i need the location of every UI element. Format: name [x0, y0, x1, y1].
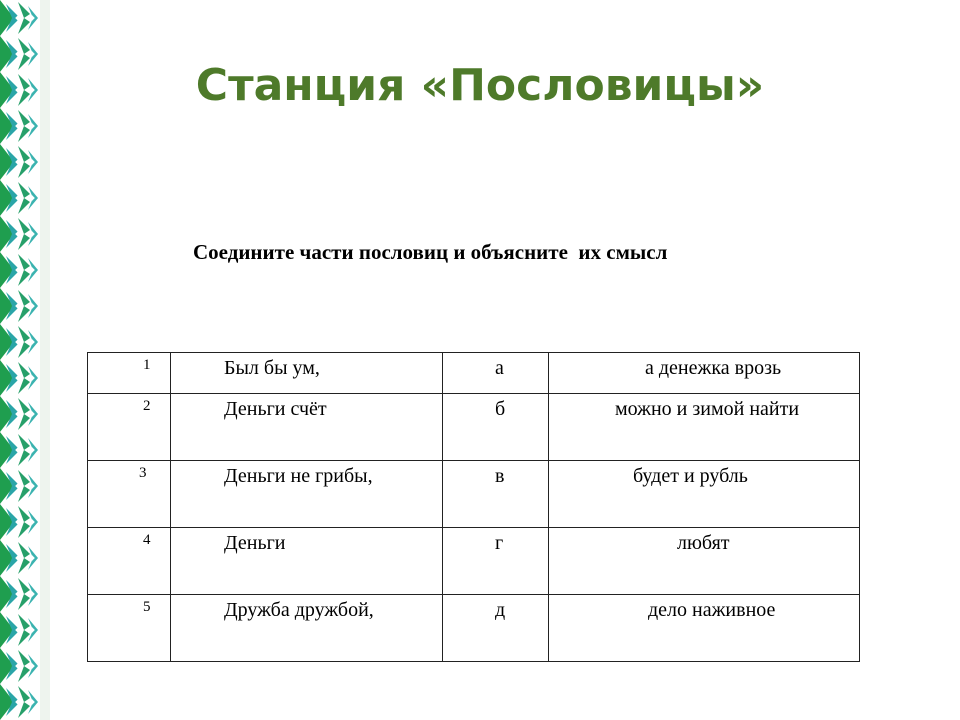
- row-number: 1: [143, 357, 151, 373]
- instruction-text: Соедините части пословиц и объясните их смысл: [193, 240, 668, 264]
- proverb-end: любят: [677, 532, 730, 554]
- row-number-cell: [88, 461, 171, 528]
- row-number-cell: [88, 394, 171, 461]
- ending-letter: а: [495, 357, 504, 379]
- proverbs-table: [87, 352, 860, 662]
- letter-cell: [443, 353, 549, 394]
- proverb-start: Деньги не грибы,: [224, 465, 373, 487]
- table-row: [88, 528, 860, 595]
- proverb-start-cell: [171, 461, 443, 528]
- ending-letter: д: [495, 599, 506, 621]
- row-number: 3: [139, 465, 147, 481]
- proverb-start-cell: [171, 528, 443, 595]
- ending-letter: в: [495, 465, 505, 487]
- proverb-end-cell: [549, 353, 860, 394]
- slide-title-text: Станция «Пословицы»: [195, 60, 765, 111]
- row-number: 4: [143, 532, 151, 548]
- table-row: [88, 595, 860, 662]
- proverb-end: а денежка врозь: [645, 357, 782, 379]
- table-row: [88, 353, 860, 394]
- proverb-start-cell: [171, 394, 443, 461]
- letter-cell: [443, 528, 549, 595]
- table-row: [88, 394, 860, 461]
- proverb-start: Деньги: [224, 532, 286, 554]
- row-number-cell: [88, 353, 171, 394]
- row-number-cell: [88, 595, 171, 662]
- letter-cell: [443, 394, 549, 461]
- proverb-end: дело наживное: [648, 599, 776, 621]
- proverb-start: Деньги счёт: [224, 398, 327, 420]
- letter-cell: [443, 595, 549, 662]
- proverb-end-cell: [549, 595, 860, 662]
- letter-cell: [443, 461, 549, 528]
- proverb-start-cell: [171, 595, 443, 662]
- proverb-start: Был бы ум,: [224, 357, 320, 379]
- proverb-start: Дружба дружбой,: [224, 599, 374, 621]
- row-number: 5: [143, 599, 151, 615]
- ending-letter: г: [495, 532, 504, 554]
- table-row: [88, 461, 860, 528]
- proverb-end: можно и зимой найти: [615, 398, 800, 420]
- row-number-cell: [88, 528, 171, 595]
- row-number: 2: [143, 398, 151, 414]
- proverb-end-cell: [549, 394, 860, 461]
- ending-letter: б: [495, 398, 506, 420]
- proverb-end-cell: [549, 528, 860, 595]
- proverb-end: будет и рубль: [633, 465, 748, 487]
- slide-title: [0, 60, 960, 111]
- proverb-start-cell: [171, 353, 443, 394]
- proverb-end-cell: [549, 461, 860, 528]
